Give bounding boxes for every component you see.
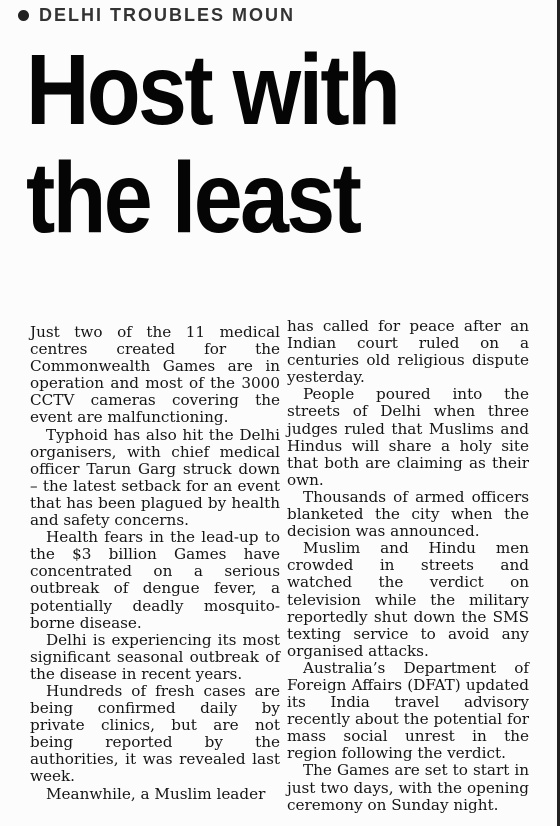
paragraph: The Games are set to start in just two days, with the opening ceremony on Sunday night. [287, 761, 529, 814]
section-kicker [18, 3, 358, 27]
paragraph: has called for peace after an Indian court ruled on a centuries old religious dispute yesterday. [287, 317, 529, 387]
paragraph: Muslim and Hindu men crowded in streets and watched the verdict on television while the military reportedly shut down the SMS texting service to avoid any organised attacks. [287, 539, 529, 660]
paragraph: Meanwhile, a Muslim leader [46, 784, 266, 803]
kicker-text: DELHI TROUBLES MOUN [39, 4, 295, 25]
headline-line-2: the least [26, 142, 360, 254]
article-column-left [30, 324, 280, 803]
headline-line-1: Host with [26, 34, 399, 146]
headline [26, 36, 398, 252]
paragraph: People poured into the streets of Delhi when three judges ruled that Muslims and Hindus will share a holy site that both are claiming as their own. [287, 385, 529, 489]
paragraph: Australia’s Department of Foreign Affairs (DFAT) updated its India travel advisory recently about the potential for mass social unrest in the region following the verdict. [287, 658, 529, 763]
bullet-icon [18, 10, 29, 21]
paragraph: Hundreds of fresh cases are being confirmed daily by private clinics, but are not being reported by the authorities, it was revealed last week. [30, 681, 280, 786]
paragraph: Just two of the 11 medical centres created for the Commonwealth Games are in operation and most of the 3000 CCTV cameras covering the event are malfunctioning. [30, 323, 280, 427]
paragraph: Delhi is experiencing its most significant seasonal outbreak of the disease in recent years. [30, 630, 280, 683]
article-column-right [287, 318, 529, 814]
paragraph: Health fears in the lead-up to the $3 billion Games have concentrated on a serious outbreak of dengue fever, a potentially deadly mosquito-borne disease. [30, 528, 280, 632]
paragraph: Typhoid has also hit the Delhi organisers, with chief medical officer Tarun Garg struck down – the latest setback for an event that has been plagued by health and safety concerns. [30, 425, 280, 530]
paragraph: Thousands of armed officers blanketed the city when the decision was announced. [287, 487, 529, 541]
